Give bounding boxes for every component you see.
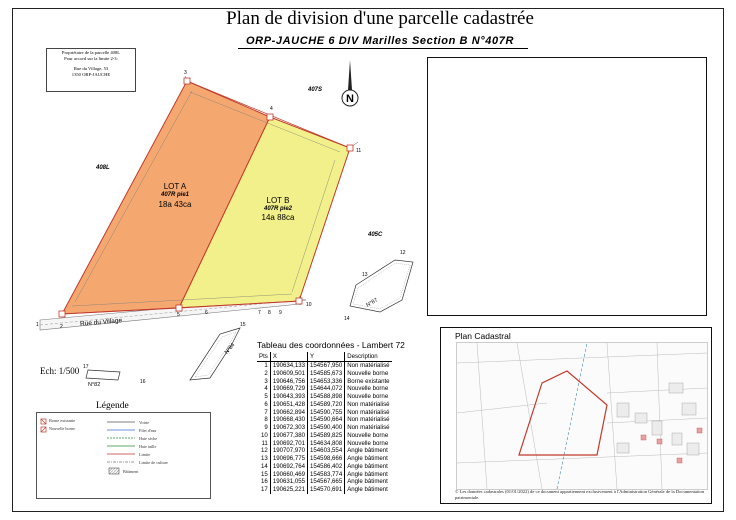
legend-water: Filet d'eau [139, 428, 157, 433]
table-row [257, 455, 392, 463]
plan-cadastral-map [456, 342, 708, 490]
legend-title: Légende [96, 401, 129, 411]
description-cell: Angle bâtiment [345, 455, 392, 463]
x-cell: 190609,501 [270, 370, 307, 378]
legend-existing-marker: Borne existante [49, 418, 76, 423]
description-cell: Non matérialisé [345, 424, 392, 432]
point-number: 1 [36, 322, 39, 328]
description-cell: Non matérialisé [345, 401, 392, 409]
col-description: Description [345, 352, 392, 362]
pts-cell: 17 [261, 486, 268, 493]
building-label-n87: N°87 [365, 297, 379, 309]
y-cell: 154586,402 [308, 463, 345, 471]
point-number: 6 [205, 310, 208, 316]
x-cell: 190634,133 [270, 362, 307, 370]
point-number: 14 [344, 316, 350, 322]
description-cell: Angle bâtiment [345, 478, 392, 486]
lot-a-label: LOT A [163, 182, 187, 191]
marker-icon [267, 114, 273, 120]
description-cell: Nouvelle borne [345, 385, 392, 393]
building-label-n84: N°84 [223, 342, 237, 356]
pts-cell: 2 [264, 369, 268, 377]
table-row [257, 478, 392, 486]
table-header-row [257, 352, 392, 362]
point-number: 13 [362, 272, 368, 278]
page-subtitle: ORP-JAUCHE 6 DIV Marilles Section B N°407R [246, 35, 514, 47]
highlighted-parcel [519, 371, 607, 455]
legend-trim-hedge: Haie taille [139, 444, 157, 449]
point-number: 2 [60, 324, 63, 330]
y-cell: 154589,825 [308, 432, 345, 440]
table-row [257, 471, 392, 479]
lot-b-id: 407R pie2 [263, 206, 293, 212]
description-cell: Non matérialisé [345, 362, 392, 370]
y-cell: 154603,554 [308, 447, 345, 455]
plan-cadastral-note: © Les données cadastrales (01/01/2022) de ce document appartiennent exclusivement à l'Administration Générale de la Documentation patrimoniale. [455, 489, 705, 500]
table-row [257, 409, 392, 417]
y-cell: 154570,691 [308, 486, 345, 494]
marker-icon [184, 78, 190, 84]
description-cell: Nouvelle borne [345, 440, 392, 448]
pts-cell: 7 [264, 408, 268, 416]
building-n82 [86, 370, 120, 380]
pts-cell: 8 [264, 416, 268, 424]
x-cell: 190646,756 [270, 378, 307, 386]
description-cell: Nouvelle borne [345, 370, 392, 378]
x-cell: 190692,764 [270, 463, 307, 471]
x-cell: 190631,055 [270, 478, 307, 486]
building-n87 [350, 260, 413, 312]
owner-line-3: Rue du Village, 53 [73, 66, 109, 72]
legend-box [36, 412, 211, 499]
description-cell: Non matérialisé [345, 416, 392, 424]
point-number: 17 [83, 364, 89, 370]
pts-cell: 14 [261, 462, 268, 470]
coords-table-title: Tableau des coordonnées - Lambert 72 [257, 340, 405, 350]
building-n84 [190, 328, 240, 380]
lot-a-id: 407R pie1 [160, 192, 190, 198]
pts-cell: 13 [261, 455, 268, 462]
legend-new-marker: Nouvelle borne [49, 426, 75, 431]
description-cell: Nouvelle borne [345, 432, 392, 440]
x-cell: 190660,469 [270, 471, 307, 479]
y-cell: 154634,808 [308, 440, 345, 448]
pts-cell: 12 [261, 447, 268, 455]
y-cell: 154588,898 [308, 393, 345, 401]
legend-limit: Limite [139, 452, 151, 457]
table-row [257, 362, 392, 370]
table-row [257, 378, 392, 386]
legend-building: Bâtiment [123, 469, 139, 474]
pts-cell: 16 [261, 478, 268, 486]
y-cell: 154653,336 [308, 378, 345, 386]
point-number: 12 [400, 250, 406, 256]
col-x: X [270, 352, 307, 362]
lot-b-area-label: 14a 88ca [261, 213, 295, 222]
x-cell: 190696,775 [270, 455, 307, 463]
point-number: 11 [356, 148, 362, 154]
street-label: Rue du Village [79, 317, 123, 328]
point-number: 8 [268, 310, 271, 316]
y-cell: 154583,774 [308, 471, 345, 479]
x-cell: 190643,393 [270, 393, 307, 401]
y-cell: 154567,950 [308, 362, 345, 370]
marker-icon [176, 305, 182, 311]
x-cell: 190669,729 [270, 385, 307, 393]
y-cell: 154585,673 [308, 370, 345, 378]
north-label: N [346, 93, 354, 105]
parcel-label-405c: 405C [368, 232, 383, 238]
x-cell: 190692,701 [270, 440, 307, 448]
parcel-label-408l: 408L [96, 165, 110, 171]
pts-cell: 4 [264, 385, 268, 393]
marker-icon [296, 298, 302, 304]
building-label-n82: N°82 [88, 382, 101, 388]
pts-cell: 6 [264, 400, 268, 408]
table-row [257, 424, 392, 432]
coords-table [257, 352, 392, 494]
pts-cell: 11 [261, 439, 268, 447]
pts-cell: 5 [264, 393, 268, 400]
owner-line-4: 1350 ORP-JAUCHE [71, 71, 111, 77]
table-row [257, 370, 392, 378]
scale-label: Ech: 1/500 [40, 366, 80, 376]
y-cell: 154590,400 [308, 424, 345, 432]
pts-cell: 15 [261, 470, 268, 478]
x-cell: 190625,221 [270, 486, 307, 494]
table-row [257, 385, 392, 393]
point-number: 9 [279, 310, 282, 316]
table-row [257, 440, 392, 448]
legend-voirie: Voirie [139, 420, 150, 425]
y-cell: 154567,665 [308, 478, 345, 486]
table-row [257, 463, 392, 471]
marker-icon [59, 311, 65, 317]
y-cell: 154598,666 [308, 455, 345, 463]
y-cell: 154644,072 [308, 385, 345, 393]
description-cell: Angle bâtiment [345, 447, 392, 455]
description-cell: Non matérialisé [345, 409, 392, 417]
x-cell: 190651,428 [270, 401, 307, 409]
point-number: 16 [140, 379, 146, 385]
page-title: Plan de division d'une parcelle cadastrée [226, 8, 534, 29]
legend-culture-limit: Limite de culture [139, 460, 168, 465]
description-cell: Borne existante [345, 378, 392, 386]
point-number: 7 [258, 310, 261, 316]
owner-line-1: Propriétaire de la parcelle 408L [61, 50, 121, 55]
pts-cell: 1 [264, 362, 268, 369]
x-cell: 190668,430 [270, 416, 307, 424]
description-cell: Angle bâtiment [345, 486, 392, 494]
x-cell: 190672,303 [270, 424, 307, 432]
pts-cell: 10 [261, 431, 268, 439]
pts-cell: 3 [264, 377, 268, 385]
point-number: 10 [306, 302, 312, 308]
x-cell: 190677,380 [270, 432, 307, 440]
point-number: 4 [270, 106, 273, 112]
table-row [257, 393, 392, 401]
y-cell: 154590,664 [308, 416, 345, 424]
description-cell: Nouvelle borne [345, 393, 392, 401]
legend-dry-hedge: Haie sèche [139, 436, 158, 441]
lot-b-label: LOT B [266, 196, 290, 205]
y-cell: 154590,755 [308, 409, 345, 417]
table-row [257, 416, 392, 424]
marker-icon [347, 145, 353, 151]
table-row [257, 486, 392, 494]
parcel-label-407s: 407S [308, 87, 323, 93]
plan-cadastral-title: Plan Cadastral [455, 331, 511, 341]
y-cell: 154589,720 [308, 401, 345, 409]
pts-cell: 9 [264, 424, 268, 431]
col-pts: Pts [257, 352, 270, 362]
x-cell: 190662,894 [270, 409, 307, 417]
point-number: 3 [184, 70, 187, 76]
col-y: Y [308, 352, 345, 362]
x-cell: 190707,970 [270, 447, 307, 455]
description-cell: Angle bâtiment [345, 463, 392, 471]
owner-line-2: Pour accord sur la limite 2-3: [64, 55, 118, 61]
table-row [257, 401, 392, 409]
point-number: 15 [240, 322, 246, 328]
point-number: 5 [177, 312, 180, 318]
lot-a-area-label: 18a 43ca [158, 200, 192, 209]
description-cell: Angle bâtiment [345, 471, 392, 479]
table-row [257, 447, 392, 455]
building-swatch [109, 468, 119, 474]
table-row [257, 432, 392, 440]
